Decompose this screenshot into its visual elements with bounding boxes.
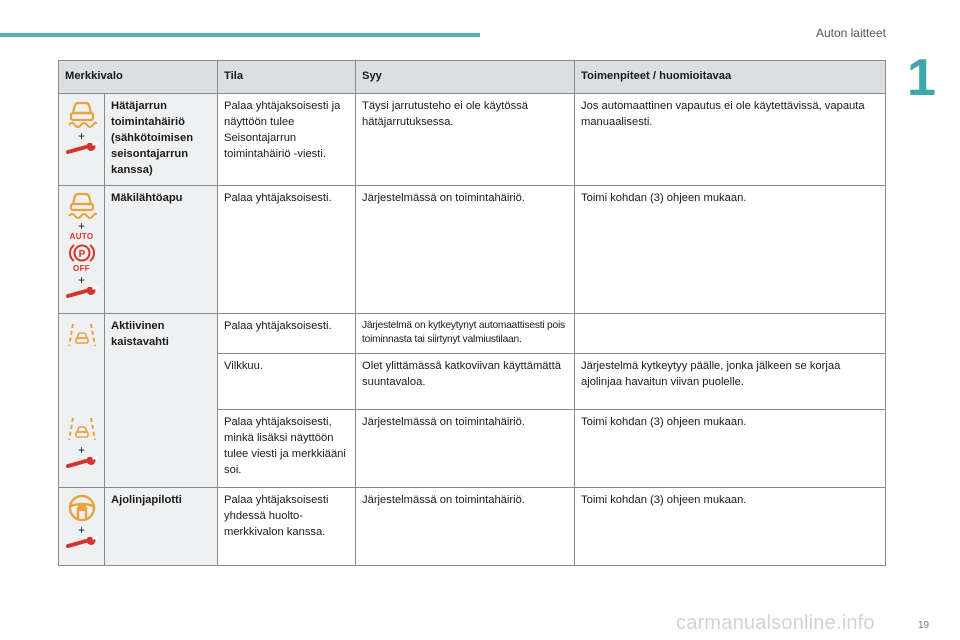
- light-name: Aktiivinen kaistavahti: [105, 313, 218, 487]
- hill-start-icon: [66, 191, 98, 219]
- icon-cell: [59, 185, 105, 313]
- page-number: 19: [918, 620, 930, 631]
- plus-sign: +: [77, 272, 85, 287]
- section-title: Auton laitteet: [815, 26, 886, 40]
- icon-cell: [59, 93, 105, 185]
- syy-cell: Järjestelmässä on toimintahäiriö.: [356, 487, 575, 565]
- toimenpiteet-cell: Järjestelmä kytkeytyy päälle, jonka jälkeen se korjaa ajolinjaa havaitun viivan puolelle.: [575, 353, 886, 409]
- table-row: [59, 93, 886, 185]
- toimenpiteet-cell: Jos automaattinen vapautus ei ole käytettävissä, vapauta manuaalisesti.: [575, 93, 886, 185]
- syy-cell: Järjestelmä on kytkeytynyt automaattisesti pois toiminnasta tai siirtynyt valmiustilaan.: [356, 313, 575, 353]
- plus-sign: +: [77, 218, 85, 233]
- toimenpiteet-cell: Toimi kohdan (3) ohjeen mukaan.: [575, 487, 886, 565]
- wrench-icon: [66, 537, 98, 551]
- table-row: [59, 313, 886, 353]
- toimenpiteet-cell: [575, 313, 886, 353]
- plus-sign: +: [77, 128, 85, 143]
- lane-assist-icon: [66, 415, 98, 443]
- chapter-number: 1: [907, 49, 936, 107]
- plus-sign: +: [77, 442, 85, 457]
- wrench-icon: [66, 287, 98, 301]
- syy-cell: Olet ylittämässä katkoviivan käyttämättä suuntavaloa.: [356, 353, 575, 409]
- header-tila: Tila: [218, 61, 356, 94]
- table-header-row: [59, 61, 886, 94]
- syy-cell: Järjestelmässä on toimintahäiriö.: [356, 185, 575, 313]
- icon-cell: [59, 487, 105, 565]
- syy-cell: Täysi jarrutusteho ei ole käytössä hätäjarrutuksessa.: [356, 93, 575, 185]
- light-name: Hätäjarrun toimintahäiriö (sähkötoimisen seisontajarrun kanssa): [105, 93, 218, 185]
- plus-sign: +: [77, 522, 85, 537]
- tila-cell: Palaa yhtäjaksoisesti.: [218, 313, 356, 353]
- wrench-icon: [66, 143, 98, 157]
- tila-cell: Palaa yhtäjaksoisesti, minkä lisäksi näyttöön tulee viesti ja merkkiääni soi.: [218, 409, 356, 487]
- header-toimenpiteet: Toimenpiteet / huomioitavaa: [575, 61, 886, 94]
- toimenpiteet-cell: Toimi kohdan (3) ohjeen mukaan.: [575, 409, 886, 487]
- header-merkkivalo: Merkkivalo: [59, 61, 218, 94]
- tila-cell: Palaa yhtäjaksoisesti.: [218, 185, 356, 313]
- header-syy: Syy: [356, 61, 575, 94]
- table-row: [59, 487, 886, 565]
- table-row: [59, 185, 886, 313]
- watermark: carmanualsonline.info: [676, 612, 875, 634]
- warning-lights-table: [58, 60, 886, 566]
- steering-wheel-icon: [66, 493, 98, 523]
- auto-label: AUTO: [69, 231, 94, 241]
- icon-cell: [59, 313, 105, 487]
- light-name: Ajolinjapilotti: [105, 487, 218, 565]
- wrench-icon: [66, 457, 98, 471]
- brake-warning-icon: [66, 99, 98, 129]
- toimenpiteet-cell: Toimi kohdan (3) ohjeen mukaan.: [575, 185, 886, 313]
- syy-cell: Järjestelmässä on toimintahäiriö.: [356, 409, 575, 487]
- auto-park-icon: [68, 241, 96, 265]
- tila-cell: Palaa yhtäjaksoisesti yhdessä huolto-merkkivalon kanssa.: [218, 487, 356, 565]
- tila-cell: Palaa yhtäjaksoisesti ja näyttöön tulee Seisontajarrun toimintahäiriö -viesti.: [218, 93, 356, 185]
- accent-bar: [0, 33, 480, 37]
- lane-assist-icon: [66, 321, 98, 349]
- svg-text:P: P: [78, 248, 85, 260]
- off-label: OFF: [73, 263, 90, 273]
- tila-cell: Vilkkuu.: [218, 353, 356, 409]
- light-name: Mäkilähtöapu: [105, 185, 218, 313]
